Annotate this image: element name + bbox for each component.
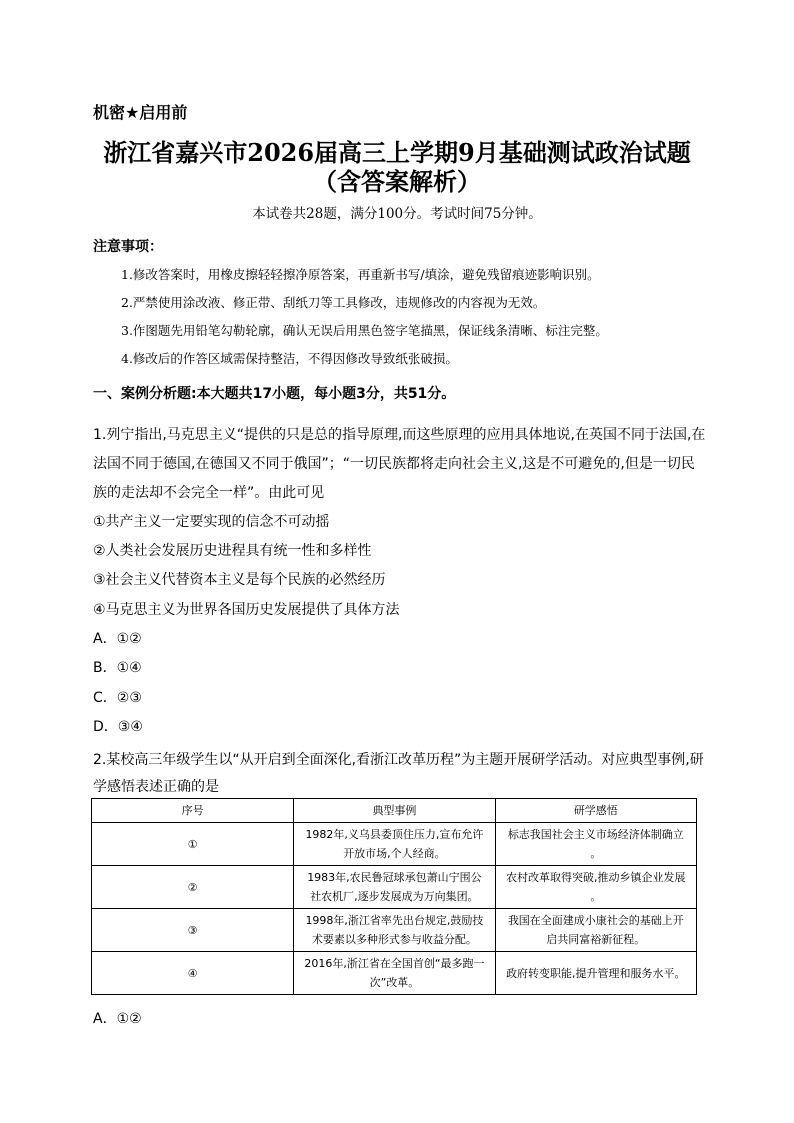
- insight-text: 我国在全面建成小康社会的基础上开: [507, 914, 684, 927]
- case-cell: [294, 866, 495, 909]
- option-a: A．①②: [93, 631, 142, 647]
- row-number: ①: [92, 823, 294, 866]
- insight-cell: [495, 823, 696, 866]
- insight-text: 农村改革取得突破,推动乡镇企业发展: [506, 871, 686, 884]
- row-number: ④: [92, 952, 294, 995]
- case-text: 1998年,浙江省率先出台规定,鼓励技: [305, 914, 484, 927]
- option-c: C．②③: [93, 690, 142, 706]
- column-header: 典型事例: [294, 799, 495, 823]
- table-header-row: [92, 799, 697, 823]
- insight-text: 政府转变职能,提升管理和服务水平。: [506, 966, 686, 980]
- case-text: 1982年,义乌县委顶住压力,宣布允许: [305, 828, 484, 841]
- notice-item: 1.修改答案时，用橡皮擦轻轻擦净原答案，再重新书写/填涂，避免残留痕迹影响识别。: [121, 267, 600, 282]
- option-b: B．①④: [93, 660, 142, 676]
- insight-cell: [495, 866, 696, 909]
- question-1-text: 法国不同于德国,在德国又不同于俄国”；“一切民族都将走向社会主义,这是不可避免的,但是一切民: [93, 456, 695, 472]
- row-number: ②: [92, 866, 294, 909]
- exam-info: 本试卷共28题，满分100分。考试时间75分钟。: [252, 206, 542, 222]
- insight-text: 。: [590, 847, 602, 860]
- notice-heading: 注意事项：: [93, 239, 163, 255]
- option-d: D．③④: [93, 719, 143, 735]
- column-header: 研学感悟: [495, 799, 696, 823]
- table-row: [92, 866, 697, 909]
- insight-text: 标志我国社会主义市场经济体制确立: [507, 828, 684, 841]
- case-text: 2016年,浙江省在全国首创“最多跑一: [304, 957, 485, 970]
- statement-4: ④马克思主义为世界各国历史发展提供了具体方法: [93, 602, 400, 618]
- notice-item: 2.严禁使用涂改液、修正带、刮纸刀等工具修改，违规修改的内容视为无效。: [121, 295, 546, 310]
- statement-3: ③社会主义代替资本主义是每个民族的必然经历: [93, 572, 386, 588]
- section-heading: 一、案例分析题:本大题共17小题，每小题3分，共51分。: [93, 386, 456, 402]
- insight-cell: [495, 909, 696, 952]
- notice-item: 4.修改后的作答区域需保持整洁，不得因修改导致纸张破损。: [121, 351, 458, 366]
- option-a: A．①②: [93, 1011, 142, 1027]
- case-table: [91, 798, 697, 995]
- question-2-text: 2.某校高三年级学生以“从开启到全面深化,看浙江改革历程”为主题开展研学活动。对应典型事例,研: [93, 752, 704, 768]
- question-1-text: 1.列宁指出,马克思主义“提供的只是总的指导原理,而这些原理的应用具体地说,在英国不同于法国,在: [93, 427, 706, 443]
- insight-text: 启共同富裕新征程。: [546, 933, 646, 946]
- case-cell: [294, 952, 495, 995]
- statement-2: ②人类社会发展历史进程具有统一性和多样性: [93, 543, 372, 559]
- row-number: ③: [92, 909, 294, 952]
- case-text: 次”改革。: [369, 976, 420, 989]
- confidential-label: 机密★启用前: [93, 103, 188, 122]
- notice-item: 3.作图题先用铅笔勾勒轮廓，确认无误后用黑色签字笔描黑，保证线条清晰、标注完整。: [121, 323, 608, 338]
- case-text: 社农机厂,逐步发展成为万向集团。: [310, 890, 479, 903]
- insight-cell: [495, 952, 696, 995]
- insight-text: 。: [590, 890, 602, 903]
- statement-1: ①共产主义一定要实现的信念不可动摇: [93, 514, 330, 530]
- table-row: [92, 909, 697, 952]
- case-cell: [294, 909, 495, 952]
- question-1-text: 族的走法却不会完全一样”。由此可见: [93, 485, 325, 501]
- table-row: [92, 952, 697, 995]
- case-text: 术要素以多种形式参与收益分配。: [311, 933, 477, 946]
- case-cell: [294, 823, 495, 866]
- exam-subtitle: （含答案解析）: [313, 167, 481, 196]
- column-header: 序号: [92, 799, 294, 823]
- case-text: 开放市场,个人经商。: [343, 847, 446, 860]
- question-2-text: 学感悟表述正确的是: [93, 779, 219, 795]
- case-text: 1983年,农民鲁冠球承包萧山宁围公: [307, 871, 482, 884]
- table-row: [92, 823, 697, 866]
- exam-title: 浙江省嘉兴市2026届高三上学期9月基础测试政治试题: [103, 138, 691, 167]
